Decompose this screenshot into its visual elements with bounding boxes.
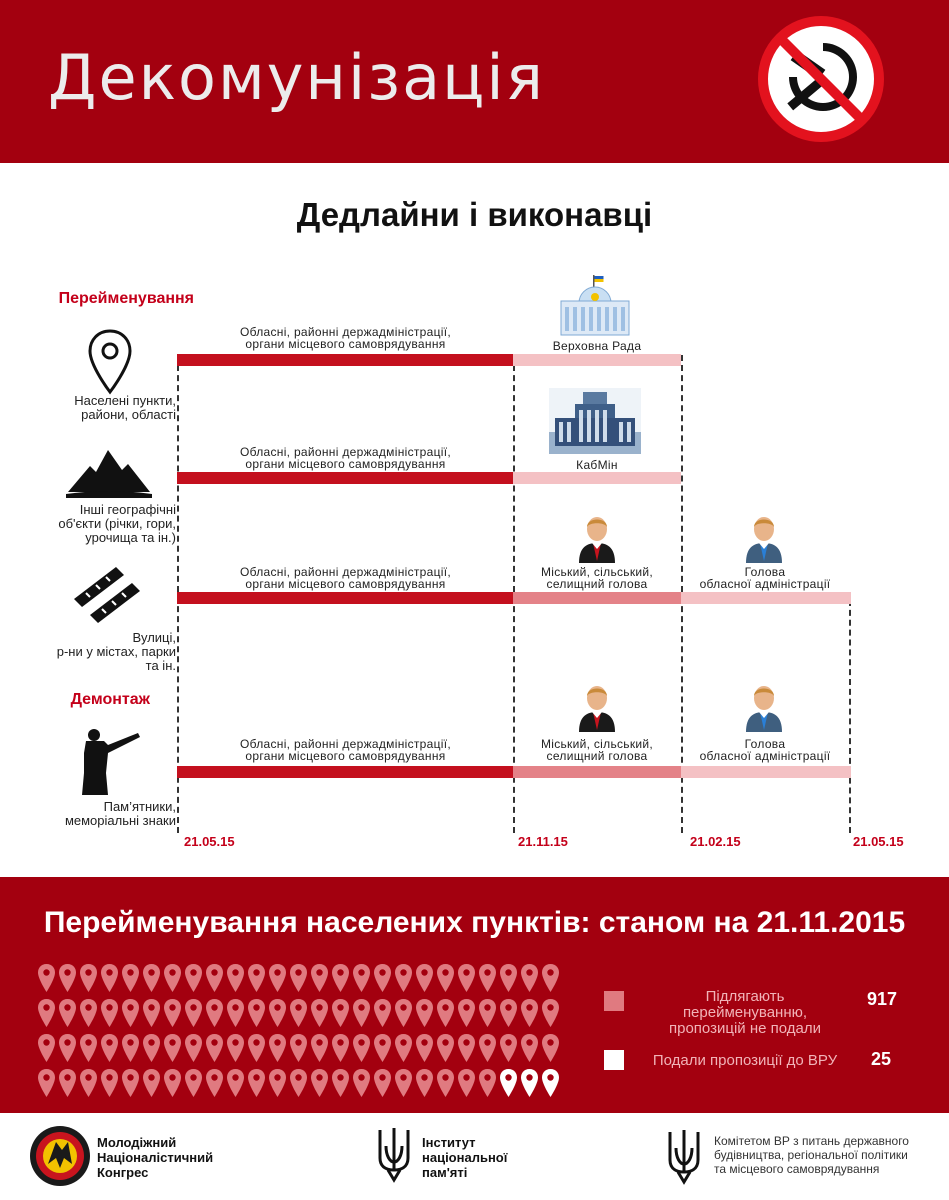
legend-swatch-not-submitted <box>604 991 624 1011</box>
pin-not-submitted-icon <box>141 1032 162 1066</box>
legend-value-not-submitted: 917 <box>867 989 898 1009</box>
pin-not-submitted-icon <box>267 1067 288 1101</box>
date-label: 21.02.15 <box>690 834 741 849</box>
pin-submitted-icon <box>498 1067 519 1101</box>
legend-swatch-submitted <box>604 1050 624 1070</box>
pin-row <box>36 997 576 1032</box>
phase-text: Обласні, районні держадміністрації, <box>239 445 452 459</box>
pin-not-submitted-icon <box>351 1067 372 1101</box>
pin-not-submitted-icon <box>57 1032 78 1066</box>
road-icon <box>72 563 142 625</box>
phase1-executors <box>178 566 513 590</box>
government-building-icon <box>549 388 641 454</box>
governor-person-icon <box>742 513 786 563</box>
pin-not-submitted-icon <box>519 997 540 1031</box>
pin-not-submitted-icon <box>309 1067 330 1101</box>
pin-not-submitted-icon <box>414 1067 435 1101</box>
category-renaming: Перейменування <box>58 290 194 307</box>
label-line: меморіальні знаки <box>64 813 176 828</box>
pin-not-submitted-icon <box>267 997 288 1031</box>
phase-text: Обласні, районні держадміністрації, <box>239 565 452 579</box>
pin-not-submitted-icon <box>267 962 288 996</box>
pin-not-submitted-icon <box>204 962 225 996</box>
pin-not-submitted-icon <box>204 1067 225 1101</box>
pin-submitted-icon <box>519 1067 540 1101</box>
phase-text: Голова <box>744 737 786 751</box>
governor-person-icon <box>742 682 786 732</box>
status-title: Перейменування населених пунктів: станом на 21.11.2015 <box>43 906 906 939</box>
org-line: та місцевого самоврядування <box>714 1162 880 1176</box>
pin-not-submitted-icon <box>414 997 435 1031</box>
phase1-bar <box>177 354 513 366</box>
phase2-executor <box>513 566 681 590</box>
pin-not-submitted-icon <box>393 997 414 1031</box>
pin-not-submitted-icon <box>393 1032 414 1066</box>
phase2-bar <box>513 354 681 366</box>
phase3-bar <box>681 766 851 778</box>
date-label: 21.11.15 <box>518 834 568 849</box>
pin-not-submitted-icon <box>120 997 141 1031</box>
pin-not-submitted-icon <box>498 1032 519 1066</box>
pin-not-submitted-icon <box>99 1032 120 1066</box>
pin-not-submitted-icon <box>456 997 477 1031</box>
pin-not-submitted-icon <box>540 997 561 1031</box>
pin-grid <box>36 962 576 1102</box>
pin-not-submitted-icon <box>183 1032 204 1066</box>
pin-not-submitted-icon <box>309 962 330 996</box>
pin-not-submitted-icon <box>498 962 519 996</box>
date-label: 21.05.15 <box>853 834 904 849</box>
pin-row <box>36 1067 576 1102</box>
pin-not-submitted-icon <box>309 1032 330 1066</box>
pin-not-submitted-icon <box>435 962 456 996</box>
pin-not-submitted-icon <box>498 997 519 1031</box>
timeline-divider <box>849 600 851 833</box>
legend-value-submitted: 25 <box>871 1049 892 1069</box>
phase2-bar <box>513 472 681 484</box>
phase-text: селищний голова <box>546 749 648 763</box>
phase-text: обласної адміністрації <box>699 577 831 591</box>
map-pin-icon <box>86 328 134 396</box>
phase-text: Голова <box>744 565 786 579</box>
phase-text: Міський, сільський, <box>540 565 654 579</box>
pin-not-submitted-icon <box>183 962 204 996</box>
pin-not-submitted-icon <box>141 997 162 1031</box>
pin-not-submitted-icon <box>99 962 120 996</box>
phase-text: органи місцевого самоврядування <box>245 457 446 471</box>
pin-not-submitted-icon <box>120 1067 141 1101</box>
no-communism-sign-icon <box>757 15 885 143</box>
mayor-person-icon <box>575 682 619 732</box>
pin-not-submitted-icon <box>246 1032 267 1066</box>
pin-not-submitted-icon <box>99 997 120 1031</box>
legend-label-not-submitted <box>640 989 850 1037</box>
phase-text: селищний голова <box>546 577 648 591</box>
pin-not-submitted-icon <box>78 997 99 1031</box>
label-line: та ін. <box>145 658 176 673</box>
phase3-executor <box>681 738 849 762</box>
org-line: будівництва, регіональної політики <box>714 1148 908 1162</box>
pin-not-submitted-icon <box>330 1032 351 1066</box>
pin-not-submitted-icon <box>78 1032 99 1066</box>
pin-not-submitted-icon <box>414 1032 435 1066</box>
pin-not-submitted-icon <box>267 1032 288 1066</box>
phase2-bar <box>513 766 681 778</box>
pin-not-submitted-icon <box>162 997 183 1031</box>
pin-not-submitted-icon <box>351 962 372 996</box>
pin-not-submitted-icon <box>183 997 204 1031</box>
label-line: Населені пункти, <box>74 393 176 408</box>
phase1-bar <box>177 472 513 484</box>
pin-not-submitted-icon <box>477 962 498 996</box>
label-line: Інші географічні <box>79 502 176 517</box>
label-line: Пам’ятники, <box>103 799 176 814</box>
pin-not-submitted-icon <box>288 1032 309 1066</box>
pin-not-submitted-icon <box>372 962 393 996</box>
mayor-person-icon <box>575 513 619 563</box>
pin-not-submitted-icon <box>78 962 99 996</box>
pin-not-submitted-icon <box>78 1067 99 1101</box>
pin-not-submitted-icon <box>225 962 246 996</box>
phase2-executor <box>513 738 681 762</box>
row-label-geo-objects <box>8 503 176 545</box>
pin-not-submitted-icon <box>288 997 309 1031</box>
pin-not-submitted-icon <box>540 1032 561 1066</box>
pin-not-submitted-icon <box>141 1067 162 1101</box>
pin-not-submitted-icon <box>519 962 540 996</box>
section-title: Дедлайни і виконавці <box>296 196 653 233</box>
row-label-monuments <box>8 800 176 828</box>
pin-not-submitted-icon <box>393 962 414 996</box>
pin-not-submitted-icon <box>435 1067 456 1101</box>
pin-not-submitted-icon <box>99 1067 120 1101</box>
pin-not-submitted-icon <box>330 1067 351 1101</box>
monument-icon <box>78 723 144 799</box>
pin-not-submitted-icon <box>351 1032 372 1066</box>
row-label-streets <box>8 631 176 673</box>
phase2-executor: КабМін <box>576 458 618 472</box>
pin-not-submitted-icon <box>435 997 456 1031</box>
phase1-executors <box>178 738 513 762</box>
pin-not-submitted-icon <box>309 997 330 1031</box>
legend-line: пропозицій не подали <box>669 1020 821 1037</box>
pin-not-submitted-icon <box>288 1067 309 1101</box>
phase1-executors <box>178 446 513 470</box>
org-line: Інститут <box>422 1135 476 1150</box>
org-name-memory-institute <box>422 1135 507 1180</box>
pin-not-submitted-icon <box>36 997 57 1031</box>
pin-not-submitted-icon <box>372 1032 393 1066</box>
pin-not-submitted-icon <box>57 1067 78 1101</box>
pin-not-submitted-icon <box>120 1032 141 1066</box>
pin-not-submitted-icon <box>435 1032 456 1066</box>
phase2-bar <box>513 592 681 604</box>
phase-text: органи місцевого самоврядування <box>245 749 446 763</box>
pin-not-submitted-icon <box>36 962 57 996</box>
label-line: об'єкти (річки, гори, <box>58 516 176 531</box>
phase3-bar <box>681 592 851 604</box>
pin-not-submitted-icon <box>225 997 246 1031</box>
pin-not-submitted-icon <box>162 962 183 996</box>
org-name-mnk <box>97 1135 213 1180</box>
org-line: пам'яті <box>422 1165 468 1180</box>
mountains-icon <box>66 446 152 498</box>
pin-not-submitted-icon <box>246 1067 267 1101</box>
org-line: Конгрес <box>97 1165 149 1180</box>
phase1-bar <box>177 766 513 778</box>
pin-not-submitted-icon <box>162 1032 183 1066</box>
org-line: Молодіжний <box>97 1135 177 1150</box>
row-label-settlements <box>8 394 176 422</box>
pin-row <box>36 1032 576 1067</box>
pin-not-submitted-icon <box>393 1067 414 1101</box>
pin-not-submitted-icon <box>204 1032 225 1066</box>
label-line: урочища та ін.) <box>85 530 176 545</box>
category-dismantling: Демонтаж <box>70 691 150 708</box>
phase-text: органи місцевого самоврядування <box>245 337 446 351</box>
phase1-bar <box>177 592 513 604</box>
parliament-icon <box>557 275 633 339</box>
org-line: Комітетом ВР з питань державного <box>714 1134 909 1148</box>
date-label: 21.05.15 <box>184 834 235 849</box>
pin-submitted-icon <box>540 1067 561 1101</box>
phase-text: органи місцевого самоврядування <box>245 577 446 591</box>
trident-icon <box>374 1126 414 1184</box>
pin-not-submitted-icon <box>540 962 561 996</box>
legend-line: Підлягають <box>705 988 785 1005</box>
org-line: Націоналістичний <box>97 1150 214 1165</box>
pin-not-submitted-icon <box>330 997 351 1031</box>
pin-not-submitted-icon <box>57 997 78 1031</box>
pin-not-submitted-icon <box>477 997 498 1031</box>
phase1-executors <box>178 326 513 350</box>
legend-line: перейменуванню, <box>682 1004 808 1021</box>
trident-icon <box>664 1128 704 1186</box>
pin-not-submitted-icon <box>120 962 141 996</box>
org-line: національної <box>422 1150 508 1165</box>
phase3-executor <box>681 566 849 590</box>
phase2-executor: Верховна Рада <box>552 339 642 353</box>
mnk-emblem-icon <box>28 1124 92 1188</box>
pin-not-submitted-icon <box>519 1032 540 1066</box>
pin-not-submitted-icon <box>288 962 309 996</box>
pin-not-submitted-icon <box>456 962 477 996</box>
pin-row <box>36 962 576 997</box>
pin-not-submitted-icon <box>225 1032 246 1066</box>
page-title: Декомунізація <box>48 41 545 114</box>
pin-not-submitted-icon <box>456 1032 477 1066</box>
pin-not-submitted-icon <box>162 1067 183 1101</box>
pin-not-submitted-icon <box>36 1067 57 1101</box>
label-line: Вулиці, <box>132 630 176 645</box>
pin-not-submitted-icon <box>141 962 162 996</box>
pin-not-submitted-icon <box>204 997 225 1031</box>
pin-not-submitted-icon <box>351 997 372 1031</box>
legend-label-submitted: Подали пропозиції до ВРУ <box>652 1052 838 1069</box>
pin-not-submitted-icon <box>183 1067 204 1101</box>
pin-not-submitted-icon <box>225 1067 246 1101</box>
phase-text: Міський, сільський, <box>540 737 654 751</box>
pin-not-submitted-icon <box>36 1032 57 1066</box>
pin-not-submitted-icon <box>372 997 393 1031</box>
pin-not-submitted-icon <box>477 1032 498 1066</box>
phase-text: Обласні, районні держадміністрації, <box>239 325 452 339</box>
phase-text: обласної адміністрації <box>699 749 831 763</box>
label-line: райони, області <box>81 407 176 422</box>
pin-not-submitted-icon <box>57 962 78 996</box>
pin-not-submitted-icon <box>477 1067 498 1101</box>
pin-not-submitted-icon <box>456 1067 477 1101</box>
pin-not-submitted-icon <box>414 962 435 996</box>
org-name-committee <box>714 1134 909 1176</box>
phase-text: Обласні, районні держадміністрації, <box>239 737 452 751</box>
pin-not-submitted-icon <box>246 962 267 996</box>
pin-not-submitted-icon <box>372 1067 393 1101</box>
pin-not-submitted-icon <box>246 997 267 1031</box>
pin-not-submitted-icon <box>330 962 351 996</box>
label-line: р-ни у містах, парки <box>56 644 176 659</box>
